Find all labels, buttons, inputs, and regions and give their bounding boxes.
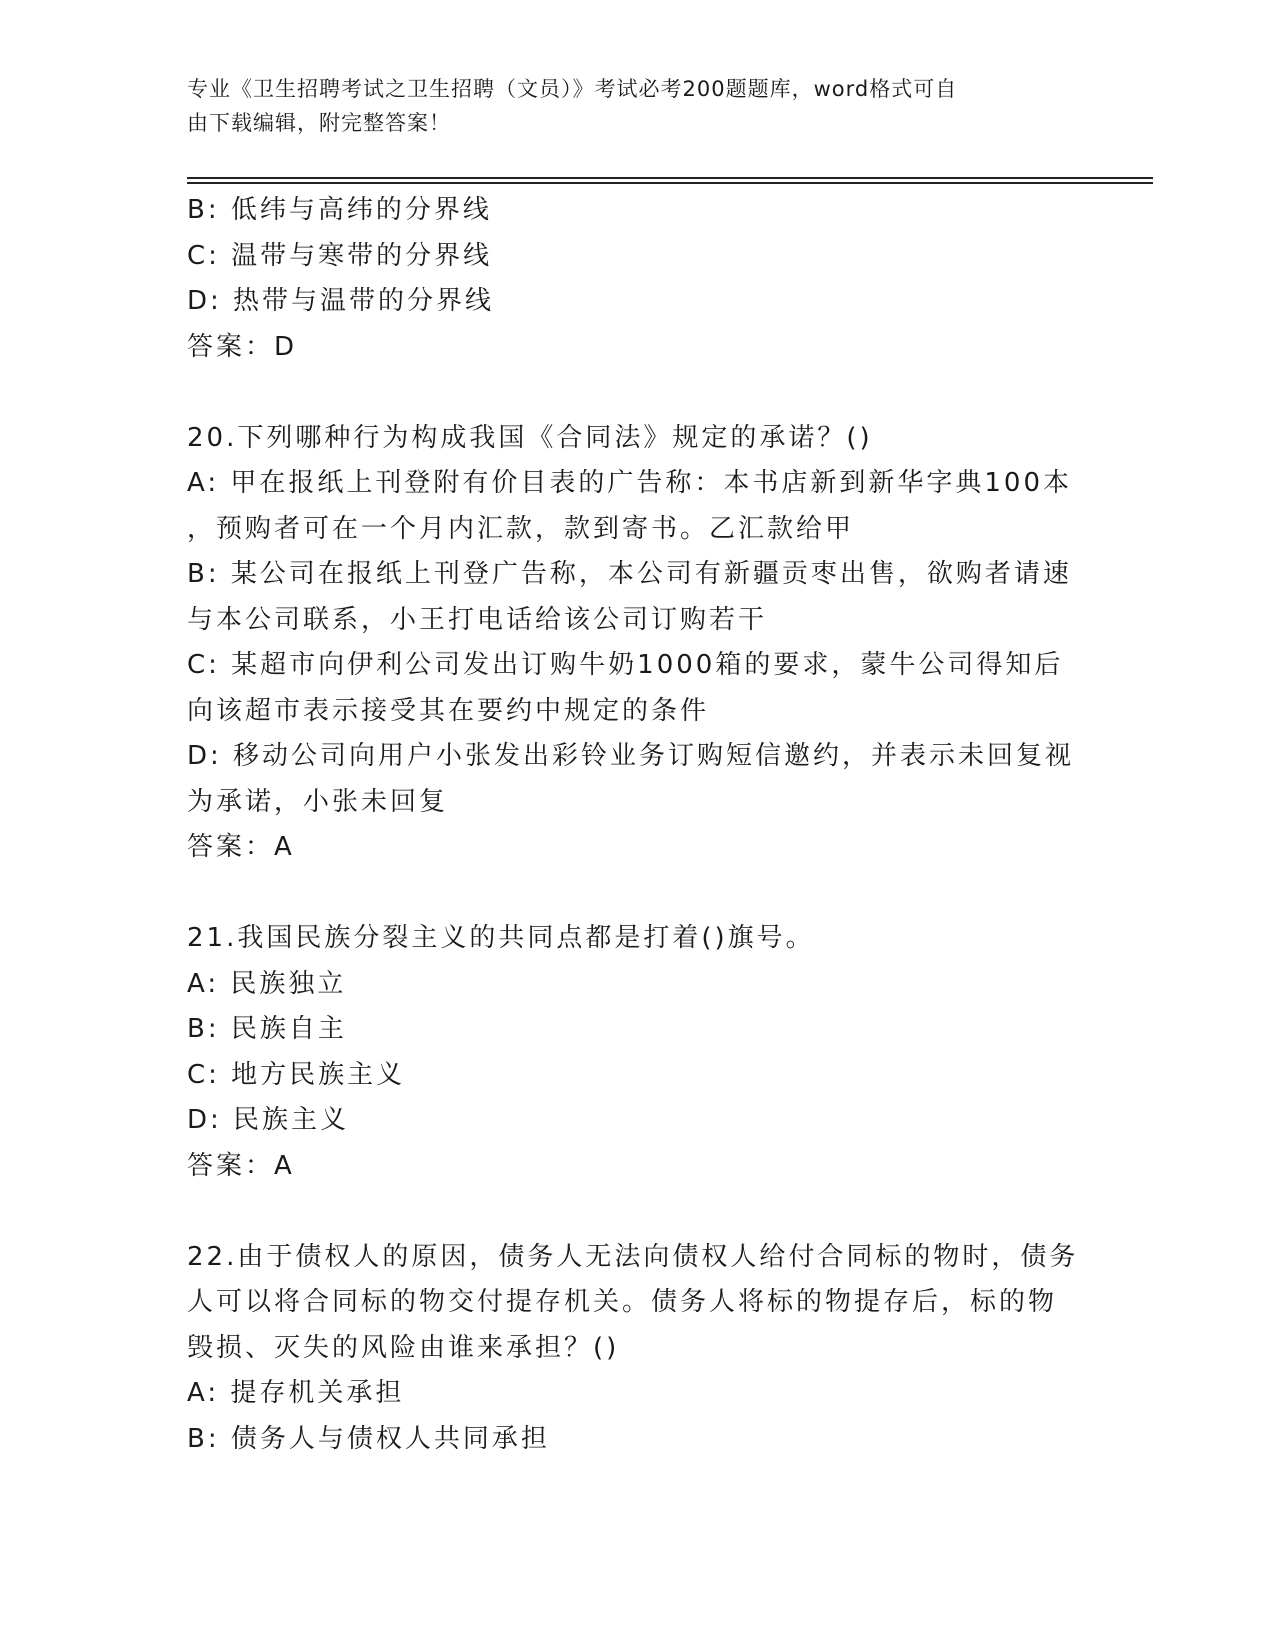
option-d: D: 热带与温带的分界线 — [187, 286, 495, 316]
header-rule-top — [187, 177, 1153, 179]
question-content — [187, 188, 1087, 1462]
page-header — [187, 72, 1067, 140]
option-c: C: 某超市向伊利公司发出订购牛奶1000箱的要求，蒙牛公司得知后 — [187, 650, 1064, 680]
option-b: B: 某公司在报纸上刊登广告称，本公司有新疆贡枣出售，欲购者请速 — [187, 559, 1072, 589]
option-c: C: 地方民族主义 — [187, 1059, 406, 1090]
header-line-1: 专业《卫生招聘考试之卫生招聘（文员）》考试必考200题题库，word格式可自 — [187, 77, 958, 101]
option-a: A: 甲在报纸上刊登附有价目表的广告称：本书店新到新华字典100本 — [187, 468, 1072, 498]
option-a: A: 民族独立 — [187, 968, 347, 999]
option-b-cont: 与本公司联系，小王打电话给该公司订购若干 — [187, 604, 768, 635]
question-stem: 20.下列哪种行为构成我国《合同法》规定的承诺？() — [187, 422, 873, 453]
option-a: A: 提存机关承担 — [187, 1378, 405, 1408]
question-20 — [187, 416, 1087, 871]
header-line-2: 由下载编辑，附完整答案！ — [187, 111, 451, 135]
question-stem: 22.由于债权人的原因，债务人无法向债权人给付合同标的物时，债务 — [187, 1241, 1079, 1272]
option-d: D: 民族主义 — [187, 1105, 350, 1135]
option-c: C: 温带与寒带的分界线 — [187, 240, 493, 271]
question-19-tail — [187, 188, 1087, 370]
header-rule-bottom — [187, 182, 1153, 184]
question-stem: 21.我国民族分裂主义的共同点都是打着()旗号。 — [187, 923, 815, 953]
option-d-cont: 为承诺，小张未回复 — [187, 786, 449, 817]
option-b: B: 债务人与债权人共同承担 — [187, 1423, 550, 1454]
question-stem-cont: 人可以将合同标的物交付提存机关。债务人将标的物提存后，标的物 — [187, 1287, 1058, 1317]
question-22 — [187, 1235, 1087, 1463]
answer: 答案：D — [187, 331, 298, 362]
question-stem-cont: 毁损、灭失的风险由谁来承担？() — [187, 1332, 620, 1363]
answer: 答案：A — [187, 832, 295, 862]
option-a-cont: ，预购者可在一个月内汇款，款到寄书。乙汇款给甲 — [187, 513, 855, 544]
answer: 答案：A — [187, 1150, 295, 1181]
question-21 — [187, 916, 1087, 1189]
option-c-cont: 向该超市表示接受其在要约中规定的条件 — [187, 695, 710, 726]
option-b: B: 民族自主 — [187, 1014, 347, 1044]
option-b: B: 低纬与高纬的分界线 — [187, 195, 492, 225]
option-d: D: 移动公司向用户小张发出彩铃业务订购短信邀约，并表示未回复视 — [187, 741, 1075, 771]
